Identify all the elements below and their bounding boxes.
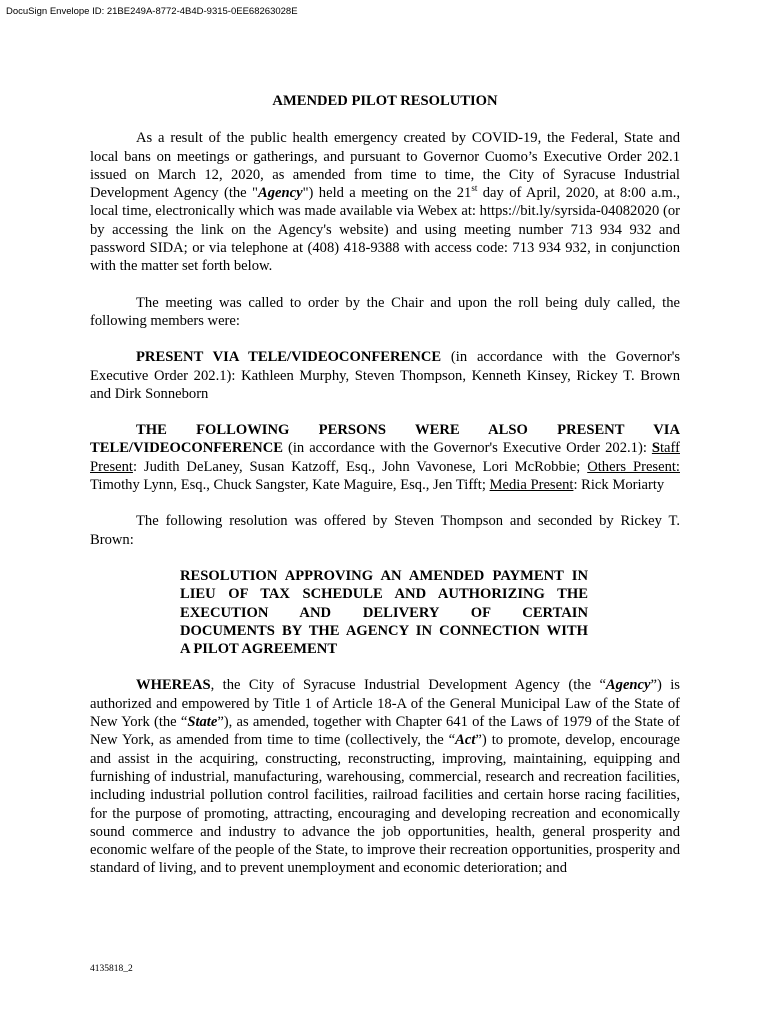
act-term: Act [455,732,476,749]
roll-call-paragraph: The meeting was called to order by the Chair and upon the roll being duly called, the following members were: [90,294,680,329]
whereas-text-b: ”) is authorized and empowered by Title 1 of Article 18-A of the General Municipal Law of the State of New York (the “ [90,677,680,731]
agency-term-2: Agency [605,677,651,694]
agency-term: Agency [258,185,303,202]
also-present-heading-line2: TELE/VIDEOCONFERENCE [90,440,283,457]
document-footer-id: 4135818_2 [90,964,133,974]
document-title: AMENDED PILOT RESOLUTION [272,93,498,109]
members-present-names: (in accordance with the Governor's Executive Order 202.1): Kathleen Murphy, Steven Thompson, Kenneth Kinsey, Rickey T. Brown and Dirk Sonneborn [90,349,681,402]
resolution-title-line5: A PILOT AGREEMENT [180,641,338,658]
state-term: State [187,714,218,731]
staff-names: : Judith DeLaney, Susan Katzoff, Esq., John Vavonese, Lori McRobbie; [132,458,588,475]
whereas-term: WHEREAS [136,677,211,694]
resolution-offered-paragraph: The following resolution was offered by Steven Thompson and seconded by Rickey T. Brown: [90,513,680,548]
staff-s: S [651,440,660,457]
intro-text-b: ") held a meeting on the 21 [302,185,472,202]
resolution-title-line4: DOCUMENTS BY THE AGENCY IN CONNECTION WITH [180,622,588,639]
intro-text-a: As a result of the public health emergency created by COVID-19, the Federal, State and local bans on meetings or gatherings, and pursuant to Governor Cuomo’s Executive Order 202.1 issued on March 12, 2020, as amended from time to time, the City of Syracuse Industrial Development Agency (the " [90,130,680,202]
also-present-intro: (in accordance with the Governor's Executive Order 202.1): [283,440,652,457]
members-present-paragraph [90,348,680,403]
whereas-text-c: ”), as amended, together with Chapter 641 of the Laws of 1979 of the State of New York, as amended from time to time (collectively, the “ [90,714,680,749]
resolution-title-line2: LIEU OF TAX SCHEDULE AND AUTHORIZING THE [180,586,588,603]
staff-rest: taff Present [90,440,680,475]
also-present-body [90,439,680,494]
whereas-paragraph [90,676,680,877]
whereas-text-d: ”) to promote, develop, encourage and assist in the acquiring, constructing, reconstructing, improving, maintaining, equipping and furnishing of industrial, manufacturing, warehousing, commercial, research and recreation facilities, including industrial pollution control facilities, railroad facilities and certain horse racing facilities, for the purpose of promoting, attracting, encouraging and developing recreation and economically sound commerce and industry to advance the job opportunities, health, general prosperity and economic welfare of the people of the State, to improve their recreation opportunities, prosperity and standard of living, and to prevent unemployment and economic deterioration; and [90,732,681,877]
also-present-heading-line1 [90,421,680,439]
resolution-title-line3: EXECUTION AND DELIVERY OF CERTAIN [180,604,588,621]
docusign-envelope-id: DocuSign Envelope ID: 21BE249A-8772-4B4D-9315-0EE68263028E [6,6,298,17]
others-names: Timothy Lynn, Esq., Chuck Sangster, Kate Maguire, Esq., Jen Tifft; [90,477,490,494]
resolution-title-line1: RESOLUTION APPROVING AN AMENDED PAYMENT IN [180,567,588,584]
intro-paragraph [90,129,680,275]
whereas-text-a: , the City of Syracuse Industrial Development Agency (the “ [210,677,606,694]
media-names: : Rick Moriarty [573,477,665,494]
also-present-heading-text: THE FOLLOWING PERSONS WERE ALSO PRESENT VIA [136,422,680,439]
ordinal-suffix: st [471,183,478,194]
present-heading: PRESENT VIA TELE/VIDEOCONFERENCE [136,349,442,366]
media-present-label: Media Present [489,477,574,494]
intro-text-c: day of April, 2020, at 8:00 a.m., local time, electronically which was made available via Webex at: https://bit.ly/syrsida-04082020 (or by accessing the link on the Agency's website) and using meeting number 713 934 932 and password SIDA; or via telephone at (408) 418-9388 with access code: 713 934 932, in conjunction with the matter set forth below. [90,185,680,275]
resolution-title [180,567,588,658]
also-present-paragraph [90,421,680,494]
document-page [90,92,680,896]
others-present-label: Others Present: [587,458,680,475]
